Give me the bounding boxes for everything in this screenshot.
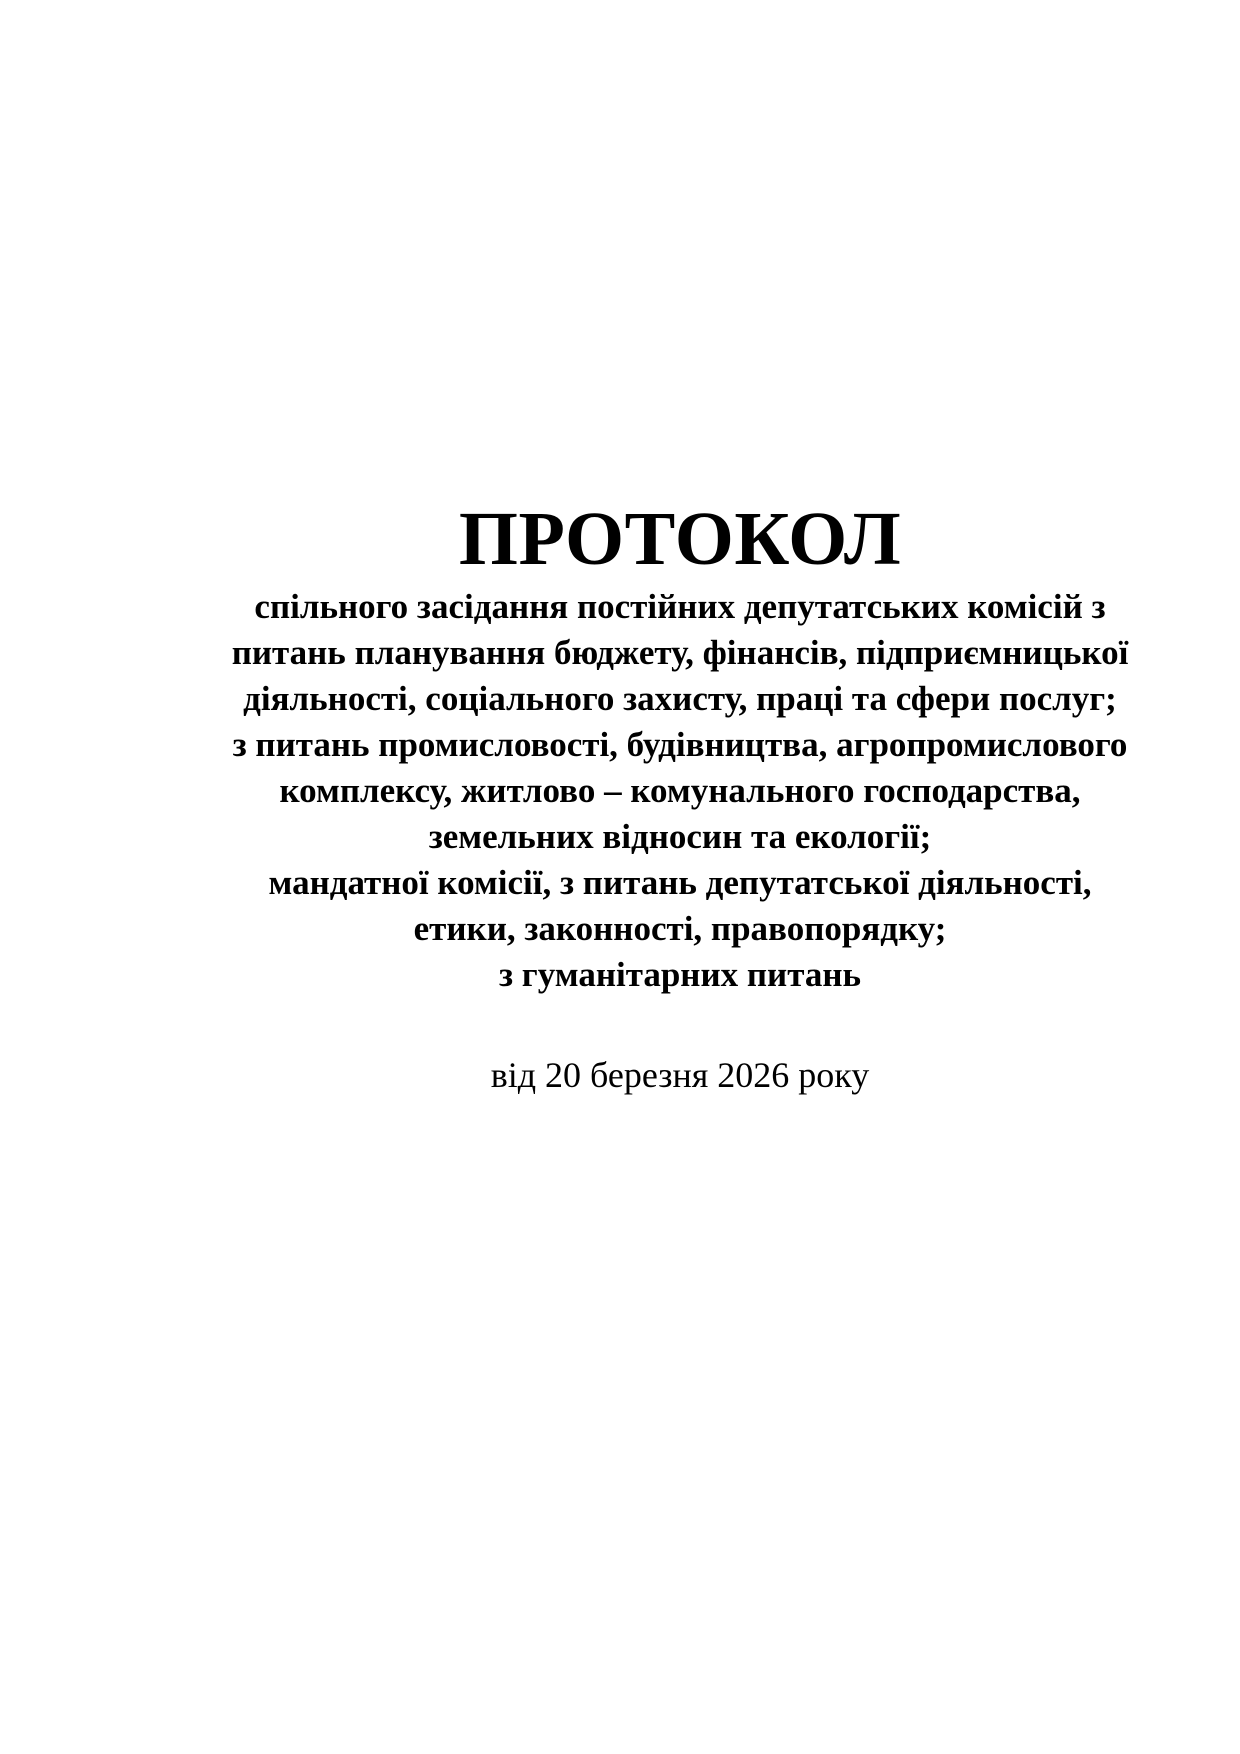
document-title: ПРОТОКОЛ [458,497,902,581]
document-date: від 20 березня 2026 року [490,1055,870,1095]
subtitle-line-5: комплексу, житлово – комунального господарства, [279,771,1081,810]
subtitle-line-3: діяльності, соціального захисту, праці та сфери послуг; [243,679,1117,718]
subtitle-line-1: спільного засідання постійних депутатських комісій з [254,587,1106,626]
subtitle-line-4: з питань промисловості, будівництва, агропромислового [232,725,1128,764]
subtitle-line-2: питань планування бюджету, фінансів, підприємницької [231,633,1129,672]
subtitle-line-8: етики, законності, правопорядку; [413,909,947,948]
subtitle-line-6: земельних відносин та екології; [428,817,932,856]
title-block [140,498,1220,998]
subtitle-line-7: мандатної комісії, з питань депутатської діяльності, [268,863,1092,902]
subtitle-line-9: з гуманітарних питань [498,955,862,994]
